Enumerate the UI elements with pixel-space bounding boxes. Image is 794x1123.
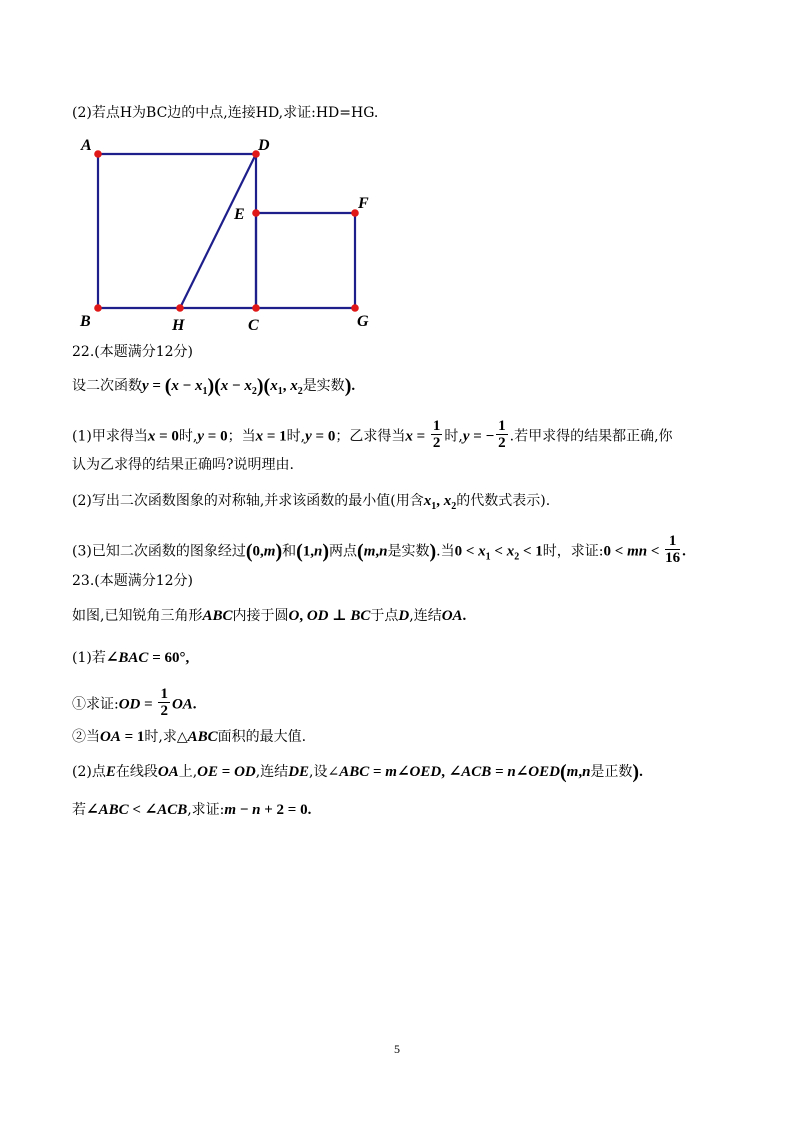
q23-part1: (1)若∠BAC = 60°, <box>72 650 190 666</box>
q23-part1-claim1: ①求证:OD = $\frac{1}{2}$ OA. <box>72 686 197 719</box>
label-d: D <box>258 137 270 154</box>
label-f: F <box>358 195 369 212</box>
segment-hd <box>180 154 256 308</box>
point-b <box>94 304 102 312</box>
page-number: 5 <box>394 1042 400 1056</box>
label-b: B <box>80 313 91 330</box>
point-g <box>351 304 359 312</box>
q23-part1-claim2: ②当OA = 1时,求△ABC面积的最大值. <box>72 729 307 745</box>
point-a <box>94 150 102 158</box>
label-a: A <box>81 137 92 154</box>
label-g: G <box>357 313 369 330</box>
q23-part2-line2: 若∠ABC < ∠ACB,求证:m − n + 2 = 0. <box>72 802 312 818</box>
q23-intro: 如图,已知锐角三角形ABC内接于圆O, OD ⊥ BC于点D,连结OA. <box>72 608 467 624</box>
point-e <box>252 209 260 217</box>
q22-part2: (2)写出二次函数图象的对称轴,并求该函数的最小值(用含$x_1$, $x_2$的代数式表示). <box>72 493 551 512</box>
label-c: C <box>248 317 259 334</box>
q22-part3: (3)已知二次函数的图象经过(0,m)和(1,n)两点(m,n是实数).当$0 < x_1 < x_2 < 1$时，求证:0 < mn < $\frac{1}{16}$ . <box>72 533 686 566</box>
q22-header: 22.(本题满分12分) <box>72 344 194 360</box>
label-e: E <box>234 206 245 223</box>
point-c <box>252 304 260 312</box>
geometry-figure <box>72 130 392 335</box>
q23-header: 23.(本题满分12分) <box>72 573 194 589</box>
square-cefg <box>256 213 355 308</box>
point-h <box>176 304 184 312</box>
q22-part1-line2: 认为乙求得的结果正确吗?说明理由. <box>72 457 294 473</box>
q23-part2: (2)点E在线段OA上,OE = OD,连结DE,设∠ABC = m∠OED, ∠ACB = n∠OED(m,n是正数). <box>72 761 643 783</box>
q21-part2: (2)若点H为BC边的中点,连接HD,求证:HD=HG. <box>72 105 379 121</box>
q22-part1: (1)甲求得当x = 0时,y = 0；当x = 1时,y = 0；乙求得当x = $\frac{1}{2}$ 时,y = − $\frac{1}{2}$ .若甲求得的结果都正确,你 <box>72 418 673 451</box>
label-h: H <box>172 317 185 334</box>
square-abcd <box>98 154 256 308</box>
q22-intro: 设二次函数$y = (x - x_1)(x - x_2)(x_1$, $x_2$是实数). <box>72 375 356 397</box>
